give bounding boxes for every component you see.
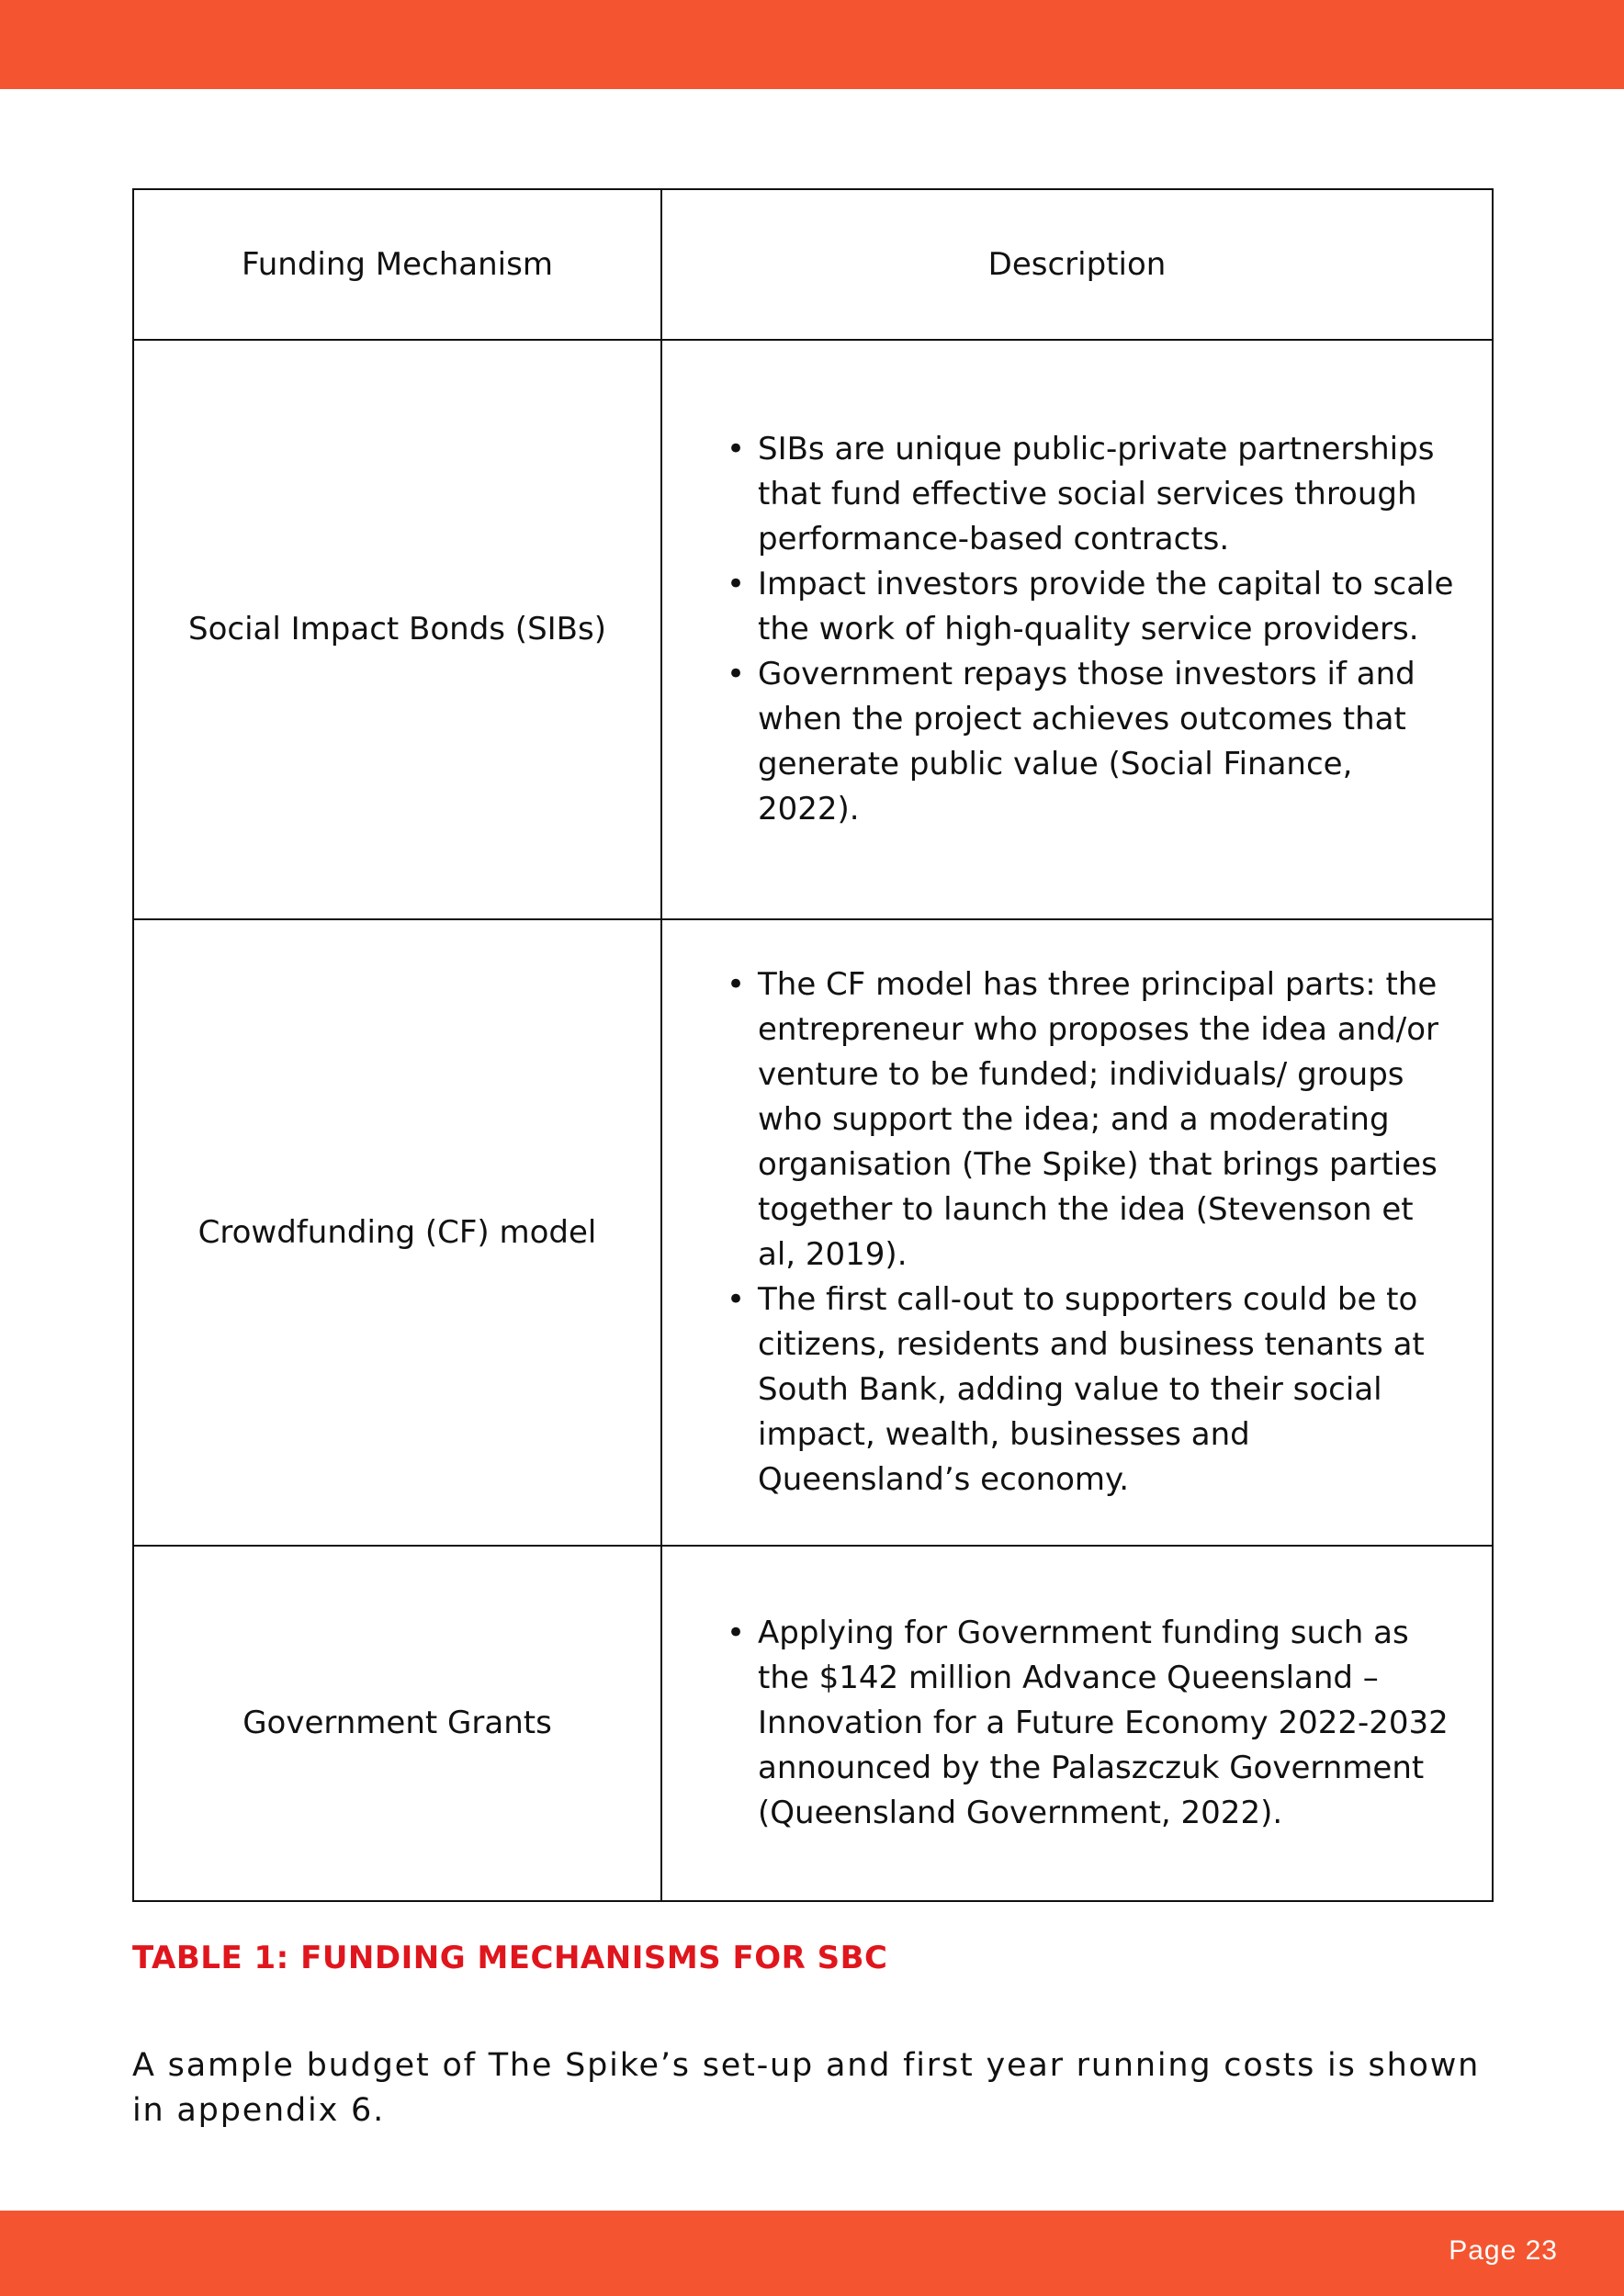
bullet-item [727,562,1455,652]
bullet-item [727,1611,1455,1836]
header-bar [0,0,1624,89]
funding-table [132,188,1494,1902]
page-number: Page 23 [1449,2235,1558,2266]
bullet-icon: • [727,1615,746,1651]
table-header-row [133,189,1493,340]
description-cell [661,919,1493,1546]
bullet-icon: • [727,1281,746,1318]
bullet-item [727,1277,1455,1503]
mechanism-cell: Government Grants [133,1546,661,1901]
bullet-text: SIBs are unique public-private partnerships that fund effective social services through performance-based contracts. [758,431,1435,557]
bullet-text: Government repays those investors if and when the project achieves outcomes that generate public value (Social Finance, 2022). [758,656,1415,827]
body-paragraph: A sample budget of The Spike’s set-up and first year running costs is shown in appendix 6. [132,2047,1481,2129]
bullet-item [727,427,1455,562]
bullet-item [727,962,1455,1277]
description-cell [661,1546,1493,1901]
column-header-description: Description [661,189,1493,340]
bullet-icon: • [727,966,746,1003]
bullet-icon: • [727,566,746,602]
footer-bar [0,2211,1624,2296]
bullet-item [727,652,1455,832]
bullet-text: Applying for Government funding such as the $142 million Advance Queensland – Innovation for a Future Economy 2022-2032 announced by the Palaszczuk Government (Queensland Government, 2022). [758,1615,1449,1831]
bullet-text: The first call-out to supporters could be to citizens, residents and business tenants at South Bank, adding value to their social impact, wealth, businesses and Queensland’s economy. [758,1281,1425,1498]
table-caption: TABLE 1: FUNDING MECHANISMS FOR SBC [132,1940,888,1976]
bullet-text: Impact investors provide the capital to scale the work of high-quality service providers. [758,566,1454,647]
column-header-mechanism: Funding Mechanism [133,189,661,340]
table-row [133,919,1493,1546]
table-row [133,340,1493,919]
table-row [133,1546,1493,1901]
bullet-list [662,962,1455,1503]
bullet-icon: • [727,656,746,692]
bullet-list [662,427,1455,832]
bullet-text: The CF model has three principal parts: the entrepreneur who proposes the idea and/or venture to be funded; individuals/ groups who support the idea; and a moderating organisation (The Spike) that brings parties together to launch the idea (Stevenson et al, 2019). [758,966,1438,1273]
bullet-list [662,1611,1455,1836]
mechanism-cell: Social Impact Bonds (SIBs) [133,340,661,919]
description-cell [661,340,1493,919]
bullet-icon: • [727,431,746,467]
mechanism-cell: Crowdfunding (CF) model [133,919,661,1546]
